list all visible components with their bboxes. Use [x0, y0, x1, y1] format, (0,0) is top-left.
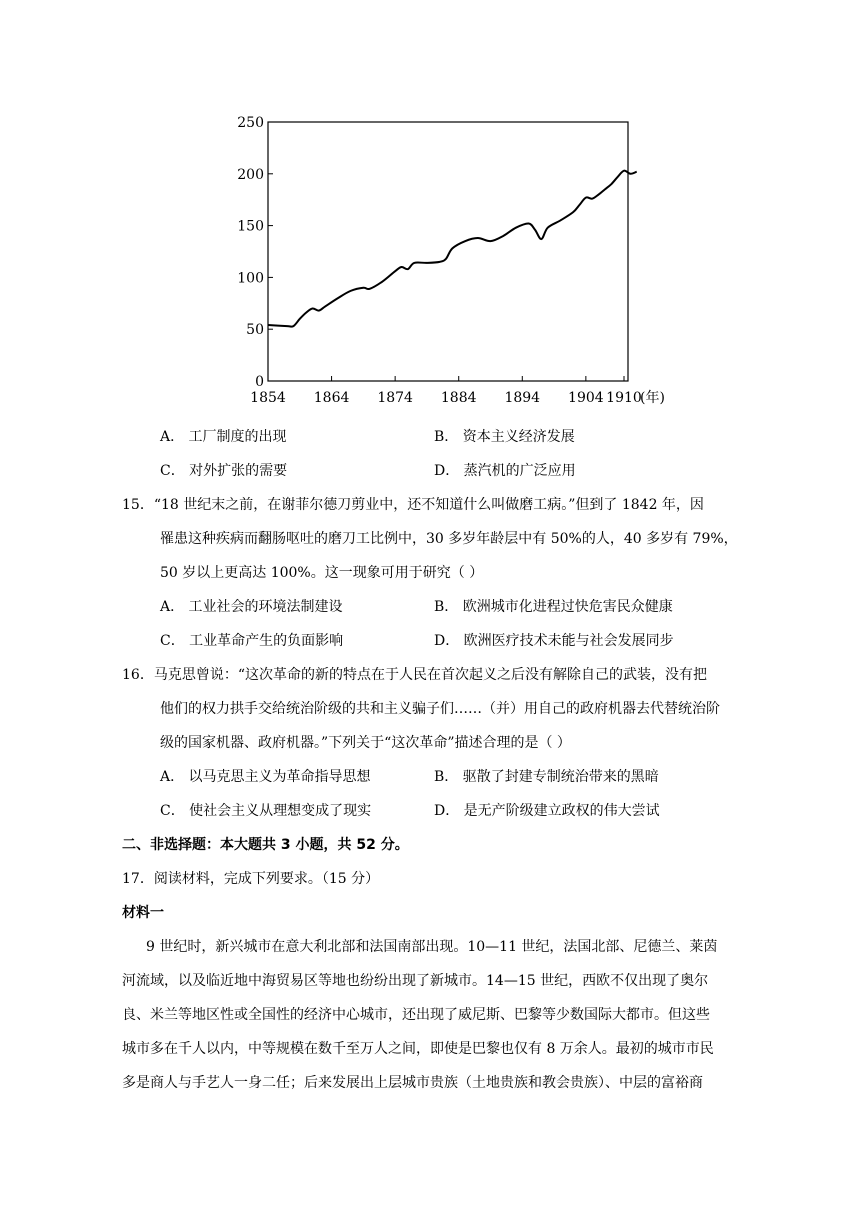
x-tick-label: 1854 [250, 390, 286, 406]
series-line [268, 171, 637, 327]
q16-line-3: 级的国家机器、政府机器。”下列关于“这次革命”描述合理的是（ ） [160, 735, 571, 751]
q16-option-b: B． 驱散了封建专制统治带来的黑暗 [434, 769, 659, 785]
q15-option-b: B． 欧洲城市化进程过快危害民众健康 [434, 599, 673, 615]
x-tick-label: 1904 [568, 390, 604, 406]
material-line: 多是商人与手艺人一身二任；后来发展出上层城市贵族（土地贵族和教会贵族）、中层的富裕商 [122, 1075, 703, 1091]
q16-option-c: C． 使社会主义从理想变成了现实 [160, 803, 372, 819]
x-tick-label: 1910 [606, 390, 642, 406]
q15-line-2: 罹患这种疾病而翻肠呕吐的磨刀工比例中，30 多岁年龄层中有 50%的人，40 多岁有 79%， [160, 531, 738, 547]
q15-option-a: A． 工业社会的环境法制建设 [160, 599, 343, 615]
y-tick-label: 0 [255, 374, 264, 390]
y-tick-label: 50 [246, 322, 264, 339]
x-tick-label: 1894 [504, 390, 541, 406]
q16-line-2: 他们的权力拱手交给统治阶级的共和主义骗子们……（并）用自己的政府机器去代替统治阶 [160, 701, 720, 717]
q16-line-1: 16．马克思曾说：“这次革命的新的特点在于人民在首次起义之后没有解除自己的武装，没有把 [122, 667, 707, 683]
q15-line-3: 50 岁以上更高达 100%。这一现象可用于研究（ ） [160, 565, 484, 581]
q15-option-c: C． 工业革命产生的负面影响 [160, 633, 344, 649]
x-axis-unit: (年) [640, 390, 665, 406]
y-tick-label: 250 [237, 115, 264, 131]
material-line: 城市多在千人以内，中等规模在数千至万人之间，即使是巴黎也仅有 8 万余人。最初的城市市民 [122, 1041, 714, 1057]
q14-option-c: C． 对外扩张的需要 [160, 463, 288, 479]
x-tick-label: 1874 [377, 390, 413, 406]
x-tick-label: 1864 [313, 390, 350, 406]
line-chart [232, 108, 672, 408]
q15-option-d: D． 欧洲医疗技术未能与社会发展同步 [434, 633, 674, 649]
q15-line-1: 15．“18 世纪末之前，在谢菲尔德刀剪业中，还不知道什么叫做磨工病。”但到了 1842 年，因 [122, 497, 704, 513]
chart-frame [268, 122, 628, 381]
y-tick-label: 100 [237, 270, 264, 287]
q14-option-d: D． 蒸汽机的广泛应用 [434, 463, 576, 479]
q17-prompt: 17．阅读材料，完成下列要求。（15 分） [122, 871, 380, 887]
material-line: 9 世纪时，新兴城市在意大利北部和法国南部出现。10—11 世纪，法国北部、尼德兰、莱茵 [146, 939, 718, 955]
q16-option-a: A． 以马克思主义为革命指导思想 [160, 769, 371, 785]
y-tick-label: 200 [237, 166, 264, 183]
material-title: 材料一 [122, 905, 164, 921]
q14-option-a: A． 工厂制度的出现 [160, 429, 287, 445]
q16-option-d: D． 是无产阶级建立政权的伟大尝试 [434, 803, 660, 819]
x-tick-label: 1884 [440, 390, 477, 406]
material-line: 河流域，以及临近地中海贸易区等地也纷纷出现了新城市。14—15 世纪，西欧不仅出现了奥尔 [122, 973, 709, 989]
material-line: 良、米兰等地区性或全国性的经济中心城市，还出现了威尼斯、巴黎等少数国际大都市。但这些 [122, 1007, 710, 1023]
q14-option-b: B． 资本主义经济发展 [434, 429, 575, 445]
section-title: 二、非选择题：本大题共 3 小题，共 52 分。 [122, 837, 409, 853]
y-tick-label: 150 [237, 218, 264, 235]
